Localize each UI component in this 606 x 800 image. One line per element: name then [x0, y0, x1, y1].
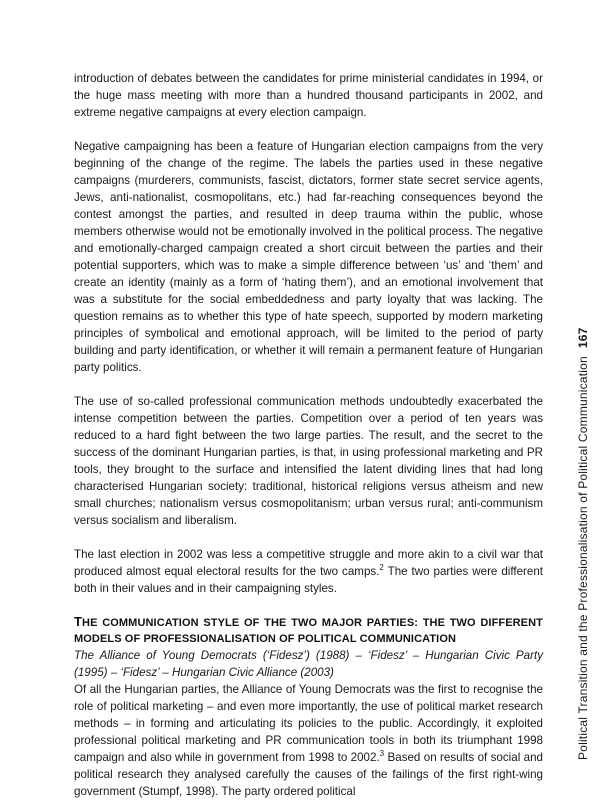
paragraph-5-text-cont: Based on results of social and political research they analysed carefully the causes of the failings of the first right-wing government (Stumpf, 1998). The party ordered political: [74, 751, 543, 798]
running-head-title: Political Transition and the Professionalisation of Political Communication: [576, 356, 590, 760]
section-subheading: The Alliance of Young Democrats (‘Fidesz’) (1988) – ‘Fidesz’ – Hungarian Civic Party (1995) – ‘Fidesz’ – Hungarian Civic Alliance (2003): [74, 649, 543, 679]
paragraph-2: Negative campaigning has been a feature of Hungarian election campaigns from the very beginning of the change of the regime. The labels the parties used in these negative campaigns (murderers, communists, fascist, dictators, former state secret service agents, Jews, anti-nationalist, cosmopolitans, etc.) had far-reaching consequences beyond the contest amongst the parties, and resulted in deep trauma within the public, whose members otherwise would not be emotionally involved in the political process. The negative and emotionally-charged campaign created a short circuit between the parties and their potential supporters, which was to make a simple difference between ‘us’ and ‘them’ and create an identity (mainly as a form of ‘hating them’), and an emotional involvement that was a substitute for the social embeddedness and party loyalty that was lacking. The question remains as to whether this type of hate speech, supported by modern marketing principles of symbolical and emotional approach, will be limited to the period of party building and party identification, or whether it will remain a permanent feature of Hungarian party politics.: [74, 140, 543, 374]
running-head: [576, 328, 590, 761]
paragraph-3: The use of so-called professional communication methods undoubtedly exacerbated the intense competition between the parties. Competition over a period of ten years was reduced to a hard fight between the two large parties. The result, and the secret to the success of the dominant Hungarian parties, is that, in using professional marketing and PR tools, they brought to the surface and intensified the latent dividing lines that had long characterised Hungarian society: traditional, historical religions versus atheism and new small churches; nationalism versus cosmopolitanism; urban versus rural; anti-communism versus socialism and liberalism.: [74, 395, 543, 527]
body-text: [74, 70, 543, 800]
paragraph-4-text: The last election in 2002 was less a competitive struggle and more akin to a civil war that produced almost equal electoral results for the two camps.: [74, 548, 543, 578]
section-heading-text: HE COMMUNICATION STYLE OF THE TWO MAJOR PARTIES: THE TWO DIFFERENT MODELS OF PROFESSIONALISATION OF POLITICAL COMMUNICATION: [74, 617, 543, 645]
paragraph-1: introduction of debates between the candidates for prime ministerial candidates in 1994, or the huge mass meeting with more than a hundred thousand participants in 2002, and extreme negative campaigns at every election campaign.: [74, 72, 543, 119]
section-heading: [74, 614, 543, 647]
footnote-marker-3: 3: [379, 749, 385, 759]
paragraph-4: [74, 546, 543, 597]
footnote-marker-2: 2: [379, 563, 384, 573]
paragraph-4-text-cont: The two parties were different both in their values and in their campaigning styles.: [74, 565, 543, 595]
paragraph-5-text: Of all the Hungarian parties, the Alliance of Young Democrats was the first to recognise the role of political marketing – and even more importantly, the use of political market research methods – in forming and articulating its policies to the public. Accordingly, it exploited professional political marketing and PR communication tools in both its triumphant 1998 campaign and also while in government from 1998 to 2002.: [74, 683, 543, 764]
page-number: 167: [576, 327, 590, 349]
paragraph-5: [74, 681, 543, 800]
section-heading-initial: T: [74, 614, 83, 629]
